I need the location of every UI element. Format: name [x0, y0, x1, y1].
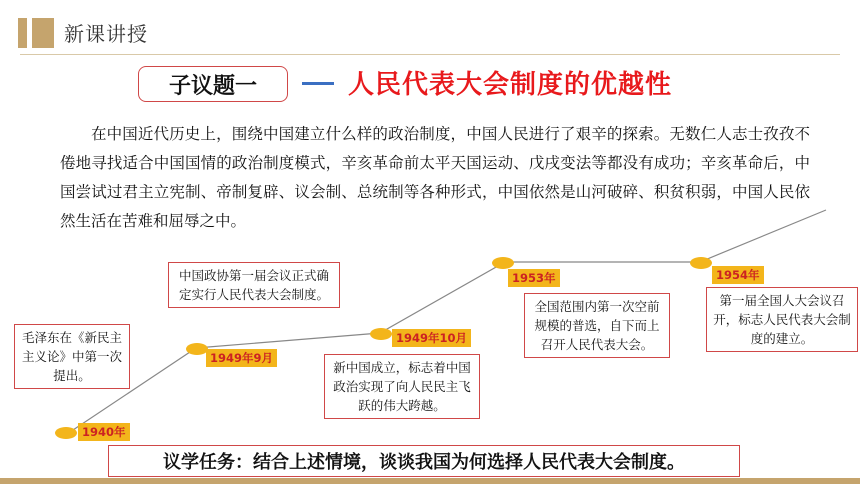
year-label-1949-10: 1949年10月 — [392, 329, 471, 347]
timeline-dot-1954 — [690, 257, 712, 269]
subtopic-title: 人民代表大会制度的优越性 — [348, 70, 673, 100]
timeline-note-1949-10: 新中国成立，标志着中国政治实现了向人民民主飞跃的伟大跨越。 — [324, 354, 480, 419]
timeline-note-1949-9: 中国政协第一届会议正式确定实行人民代表大会制度。 — [168, 262, 340, 308]
year-label-1949-9: 1949年9月 — [206, 349, 277, 367]
timeline-dot-1953 — [492, 257, 514, 269]
page-title: 新课讲授 — [64, 22, 148, 46]
subtopic-label: 子议题一 — [138, 66, 288, 102]
year-label-1953: 1953年 — [508, 269, 560, 287]
timeline-note-1940: 毛泽东在《新民主主义论》中第一次提出。 — [14, 324, 130, 389]
intro-paragraph: 在中国近代历史上，围绕中国建立什么样的政治制度，中国人民进行了艰辛的探索。无数仁人志士孜孜不倦地寻找适合中国国情的政治制度模式，辛亥革命前太平天国运动、戊戌变法等都没有成功；辛亥革命后，中国尝试过君主立宪制、帝制复辟、议会制、总统制等各种形式，中国依然是山河破碎、积贫积弱，中国人民依然生活在苦难和屈辱之中。 — [60, 125, 810, 230]
footer-bar — [0, 478, 860, 484]
timeline-note-1953: 全国范围内第一次空前规模的普选，自下而上召开人民代表大会。 — [524, 293, 670, 358]
year-label-1954: 1954年 — [712, 266, 764, 284]
timeline-dot-1949-9 — [186, 343, 208, 355]
task-prompt: 议学任务：结合上述情境，谈谈我国为何选择人民代表大会制度。 — [108, 445, 740, 477]
year-label-1940: 1940年 — [78, 423, 130, 441]
timeline-dot-1940 — [55, 427, 77, 439]
timeline-note-1954: 第一届全国人大会议召开，标志人民代表大会制度的建立。 — [706, 287, 858, 352]
timeline-dot-1949-10 — [370, 328, 392, 340]
